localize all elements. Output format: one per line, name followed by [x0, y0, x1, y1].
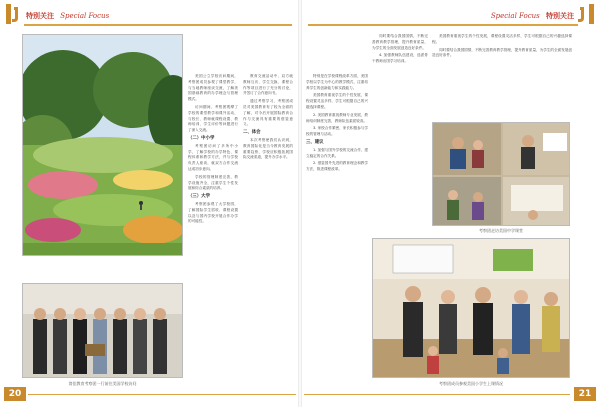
paragraph: 考察团参观了大学校园，了解国际学生招收、课程设置以及与国内学校开展合作办学的可能性。: [188, 201, 238, 224]
paragraph: 特别是在学校课程改革方面，美国学校以学生为中心的教学模式，注重培养学生的创新能力和实践能力。: [306, 74, 368, 90]
right-page-header: [491, 9, 574, 23]
footer-rule: [304, 394, 570, 395]
visit-photo: [372, 238, 570, 378]
paragraph: 同时要结合我国国情，不断完善教育教学管理，提升教育质量，为学生的全面发展创造良好条件。: [372, 34, 428, 50]
group-photo-caption: 湾佳教育考察团一行前往美国学校访问: [68, 381, 137, 386]
paragraph: 考察团访问了多所中小学，了解学校的办学特色、课程体系和教学方法，并与学校负责人座谈，就双方合作交流达成初步意向。: [188, 143, 238, 171]
subheading: （三）大学: [188, 194, 210, 200]
paragraph: 4. 加强教师队伍建设，选派骨干教师出国学习培训。: [372, 53, 428, 64]
left-page-column-2: [243, 74, 293, 374]
j-logo-icon: [578, 4, 594, 24]
group-photo-image: [23, 284, 183, 378]
page-number-right: 21: [574, 387, 596, 401]
classroom-photo: [432, 122, 570, 226]
right-page-column-2: [372, 34, 428, 120]
left-page-header: [26, 9, 109, 23]
paragraph: 访问期间，考察团观摩了学校的课堂教学和课外活动，与校长、教师就课程设置、教师培训、学生评价等问题进行了深入交流。: [188, 104, 238, 133]
page-number-left: 20: [4, 387, 26, 401]
subheading: （二）中小学: [188, 135, 215, 141]
group-photo: [22, 283, 183, 378]
garden-photo: [22, 34, 183, 256]
paragraph: 同时要结合我国国情，不断完善教育教学管理，提升教育质量，为学生的全面发展创造良好条件。: [432, 47, 572, 58]
visit-photo-caption: 考察团成员参观美国小学生上课情况: [439, 381, 503, 386]
footer-rule: [28, 394, 296, 395]
paragraph: 本次考察使我们认识到，教育国际化是当今教育发展的重要趋势，学校应积极拓展国际交流渠道，提升办学水平。: [243, 137, 293, 160]
header-rule: [24, 24, 292, 26]
left-page-column-1: [188, 74, 238, 374]
paragraph: 美国公立学校访问期间，考察团成员参观了课堂教学，与当地教师座谈交流，了解美国基础教育的办学理念与管理模式。: [188, 74, 238, 102]
section-title-cn: 特别关注: [546, 12, 574, 20]
paragraph: 3. 家校合作紧密，家长积极参与学校的管理与活动。: [306, 126, 368, 137]
classroom-photo-image: [433, 123, 570, 226]
paragraph: 2. 美国教育重视教师专业发展，教师培训制度完善，教师队伍素质较高。: [306, 112, 368, 123]
section-title-cn: 特别关注: [26, 12, 54, 20]
classroom-photo-caption: 考察团走访美国中学课堂: [479, 228, 523, 233]
paragraph: 美国教育重视学生的个性发展，课程设置灵活多样，学生可根据自己的兴趣选择课程。: [306, 93, 368, 109]
right-page-column-1: [306, 74, 368, 374]
subheading: 三、建议: [306, 139, 324, 145]
j-logo-icon: [6, 4, 22, 24]
section-title-en: Special Focus: [490, 12, 540, 20]
header-rule: [308, 24, 578, 26]
subheading: 二、体会: [243, 130, 261, 136]
paragraph: 2. 借鉴国外先进的教育理念和教学方法，推进课程改革。: [306, 161, 368, 172]
right-page-column-3: [432, 34, 572, 120]
section-title-en: Special Focus: [60, 12, 110, 20]
paragraph: 教育交流活动中，双方就教师互访、学生交换、课程合作等项目进行了充分的讨论，并签订了合作意向书。: [243, 74, 293, 96]
paragraph: 学校的管理制度完善，教学设施齐全，注重学生个性发展和综合素质的培养。: [188, 174, 238, 191]
paragraph: 通过考察学习，考察团成员对美国教育有了较为全面的了解，对今后开展国际教育合作与交流具有重要的借鉴意义。: [243, 99, 293, 127]
page-gutter: [298, 0, 302, 407]
garden-photo-image: [23, 35, 183, 256]
paragraph: 1. 加强与国外学校的交流合作，建立稳定的合作关系。: [306, 147, 368, 158]
visit-photo-image: [373, 239, 570, 378]
paragraph: 美国教育重视学生的个性发展，课程设置灵活多样，学生可根据自己的兴趣选择课程。: [432, 34, 572, 44]
